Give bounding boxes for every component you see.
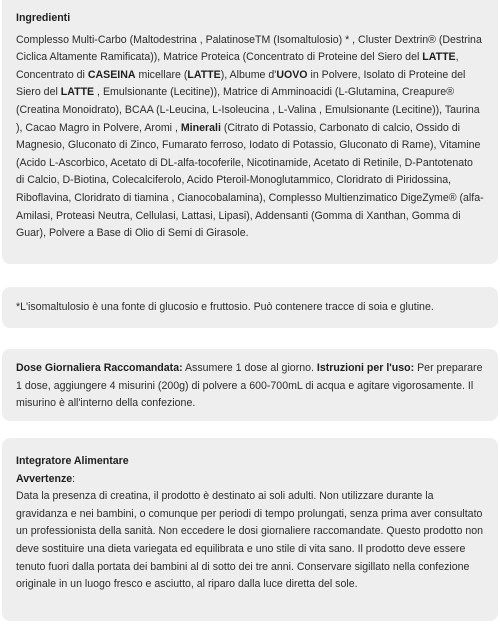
ingredients-text [16, 32, 484, 243]
allergen-milk: LATTE [187, 68, 221, 81]
allergen-milk: LATTE [60, 86, 95, 99]
ingredients-text-part: (Citrato di Potassio, Carbonato di calcio, Ossido di Magnesio, Gluconato di Zinco, Fumarato ferroso, Iodato di Potassio, Gluconato di Rame), Vitamine (Acido L-Ascorbico, Acetato di DL-alfa-tocoferile, Nicotinamide, Acetato di Retinile, D-Pantotenato di Calcio, D-Biotina, Colecalciferolo, Acido Pteroil-Monoglutammico, Cloridrato di Piridossina, Riboflavina, Cloridrato di tiamina , Cianocobalamina), Complesso Multienzimatico DigeZyme® (alfa-Amilasi, Proteasi Neutra, Cellulasi, Lattasi, Lipasi), Addensanti (Gomma di Xanthan, Gomma di Guar), Polvere a Base di Olio di Semi di Girasole. [16, 121, 484, 240]
ingredients-text-part: micellare ( [135, 68, 188, 81]
warnings-card [2, 438, 498, 621]
ingredients-text-part: , Concentrato di [16, 51, 459, 81]
warnings-text: Data la presenza di creatina, il prodotto è destinato ai soli adulti. Non utilizzare durante la gravidanza e nei bambini, o comunque per periodi di tempo prolungati, senza prima aver consultato un professionista della sanità. Non eccedere le dosi giornaliere raccomandate. Questo prodotto non deve sostituire una dieta variegata ed equilibrata e uno stile di vita sano. Il prodotto deve essere tenuto fuori dalla portata dei bambini al di sotto dei tre anni. Conservare sigillato nella confezione originale in un luogo fresco e asciutto, al riparo dalla luce diretta del sole. [16, 490, 483, 591]
daily-dose-value: Assumere 1 dose al giorno. [182, 362, 317, 374]
ingredients-title: Ingredienti [16, 12, 71, 24]
allergen-casein: CASEINA [87, 68, 136, 81]
isomaltulose-note-text: *L'isomaltulosio è una fonte di glucosio e fruttosio. Può contenere tracce di soia e glutine. [16, 301, 434, 313]
daily-dose-label: Dose Giornaliera Raccomandata: [16, 362, 183, 374]
warnings-title: Integratore Alimentare [16, 455, 129, 467]
warnings-subtitle-suffix: : [72, 472, 76, 485]
warnings-subtitle: Avvertenze [16, 472, 73, 485]
allergen-milk: LATTE [422, 51, 456, 64]
ingredients-text-part: Complesso Multi-Carbo (Maltodestrina , PalatinoseTM (Isomaltulosio) * , Cluster Dextrin® (Destrina Ciclica Altamente Ramificata)), Matrice Proteica (Concentrato di Proteine del Siero del [16, 33, 482, 64]
ingredients-card [2, 0, 498, 264]
usage-instructions-text: Per preparare 1 dose, aggiungere 4 misurini (200g) di polvere a 600-700mL di acqua e agitare vigorosamente. Il misurino è all'interno della confezione. [16, 362, 483, 410]
usage-instructions-label: Istruzioni per l'uso: [316, 362, 415, 374]
daily-dose-card [2, 349, 498, 421]
minerals-label: Minerali [180, 121, 221, 134]
daily-dose-text [16, 360, 484, 413]
ingredients-text-part: , Emulsionante (Lecitine)), Matrice di Amminoacidi (L-Glutamina, Creapure® (Creatina Monoidrato), BCAA (L-Leucina, L-Isoleucina , L-Valina , Emulsionante (Lecitine)), Taurina ), Cacao Magro in Polvere, Aromi , [16, 86, 480, 134]
ingredients-text-part: ), Albume d' [220, 68, 277, 81]
warnings-subtitle-line [16, 471, 484, 489]
isomaltulose-note-card [2, 287, 498, 328]
ingredients-text-part: in Polvere, Isolato di Proteine del Siero del [16, 68, 466, 99]
allergen-egg: UOVO [276, 68, 308, 81]
